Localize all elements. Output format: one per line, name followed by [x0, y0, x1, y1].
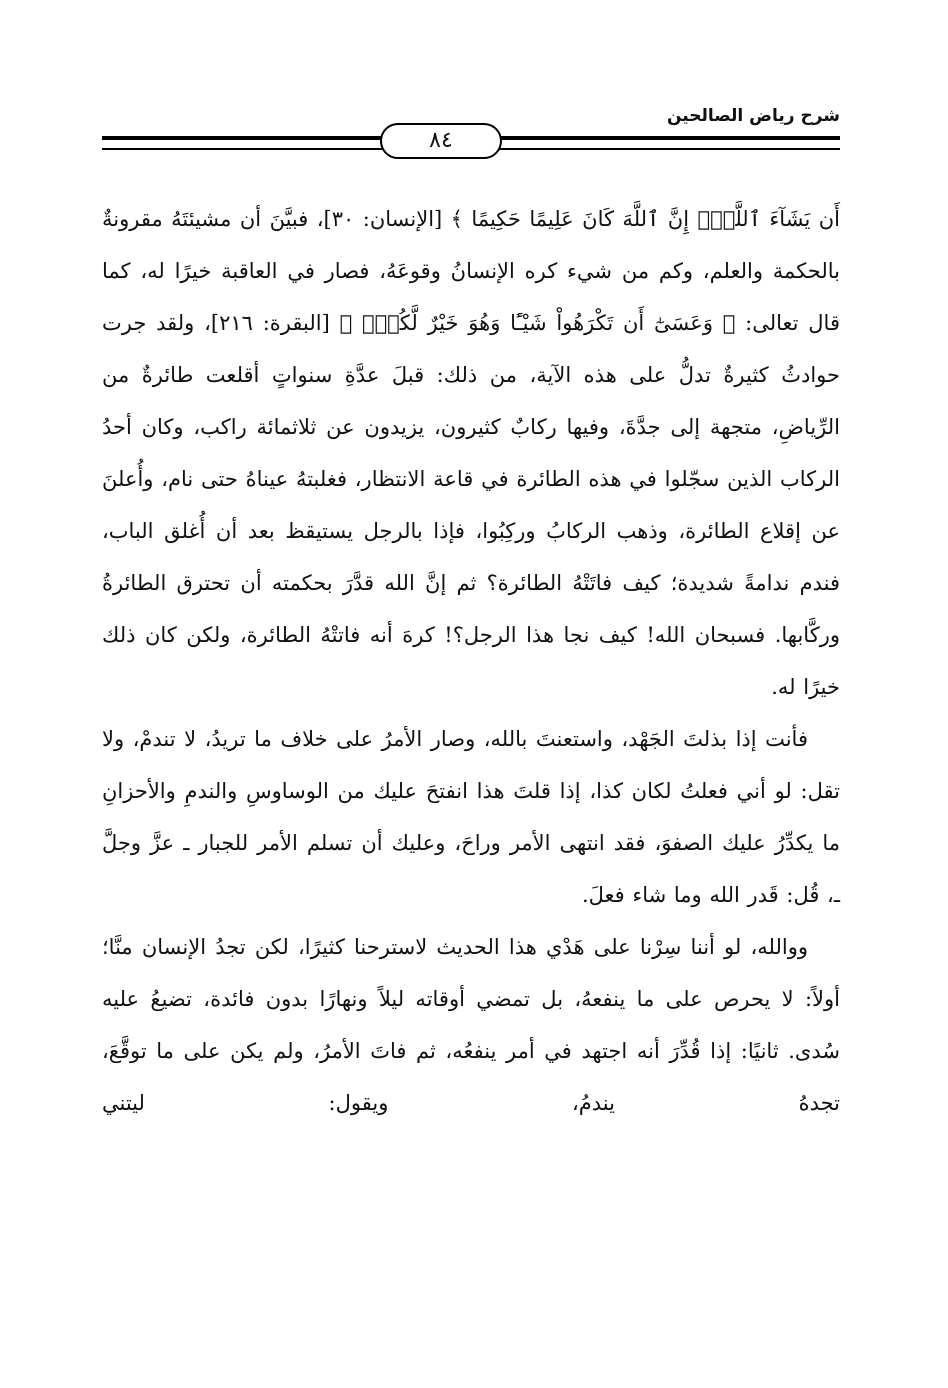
paragraph-3: ووالله، لو أننا سِرْنا على هَدْي هذا الحديث لاسترحنا كثيرًا، لكن تجدُ الإنسان منَّا؛ أولاً: لا يحرص على ما ينفعهُ، بل تمضي أوقاته ليلاً ونهارًا بدون فائدة، تضيعُ عليه سُدى. ثانيًا: إذا قُدِّرَ أنه اجتهد في أمر ينفعُه، ثم فاتَ الأمرُ، ولم يكن على ما توقَّعَ، تجدهُ يندمُ، ويقول: ليتني [102, 935, 840, 1115]
paragraph-2: فأنت إذا بذلتَ الجَهْد، واستعنتَ بالله، وصار الأمرُ على خلاف ما تريدُ، لا تندمْ، ولا تقل: لو أني فعلتُ لكان كذا، إذا قلتَ هذا انفتحَ عليك من الوساوسِ والندمِ والأحزانِ ما يكدِّرُ عليك الصفوَ، فقد انتهى الأمر وراحَ، وعليك أن تسلم الأمر للجبار ـ عزَّ وجلَّ ـ، قُل: قَدر الله وما شاء فعلَ. [102, 727, 840, 907]
running-title: شرح رياض الصالحين [666, 106, 840, 126]
paragraph-1: أَن يَشَآءَ ٱللَّهُۚ إِنَّ ٱللَّهَ كَانَ عَلِيمًا حَكِيمًا ﴾ [الإنسان: ٣٠]، فبيَّنَ أن مشيئتَهُ مقرونةٌ بالحكمة والعلم، وكم من شيء كره الإنسانُ وقوعَهُ، فصار في العاقبة خيرًا له، كما قال تعالى: ﴿ وَعَسَىٰٓ أَن تَكْرَهُواْ شَيْـًٔا وَهُوَ خَيْرٌ لَّكُمْۖ ﴾ [البقرة: ٢١٦]، ولقد جرت حوادثُ كثيرةٌ تدلُّ على هذه الآية، من ذلك: قبلَ عدَّةِ سنواتٍ أقلعت طائرةٌ من الرِّياضِ، متجهة إلى جدَّةَ، وفيها ركابٌ كثيرون، يزيدون عن ثلاثمائة راكب، وكان أحدُ الركاب الذين سجّلوا في هذه الطائرة في قاعة الانتظار، فغلبتهُ عيناهُ حتى نام، وأُعلنَ عن إقلاع الطائرة، وذهب الركابُ وركِبُوا، فإذا بالرجل يستيقظ بعد أن أُغلق الباب، فندم ندامةً شديدة؛ كيف فاتَتْهُ الطائرة؟ ثم إنَّ الله قدَّرَ بحكمته أن تحترق الطائرةُ وركَّابها. فسبحان الله! كيف نجا هذا الرجل؟! كرهَ أنه فاتتْهُ الطائرة، ولكن كان ذلك خيرًا له. [102, 207, 840, 699]
body-text [102, 193, 840, 1129]
page-number: ٨٤ [380, 123, 502, 159]
